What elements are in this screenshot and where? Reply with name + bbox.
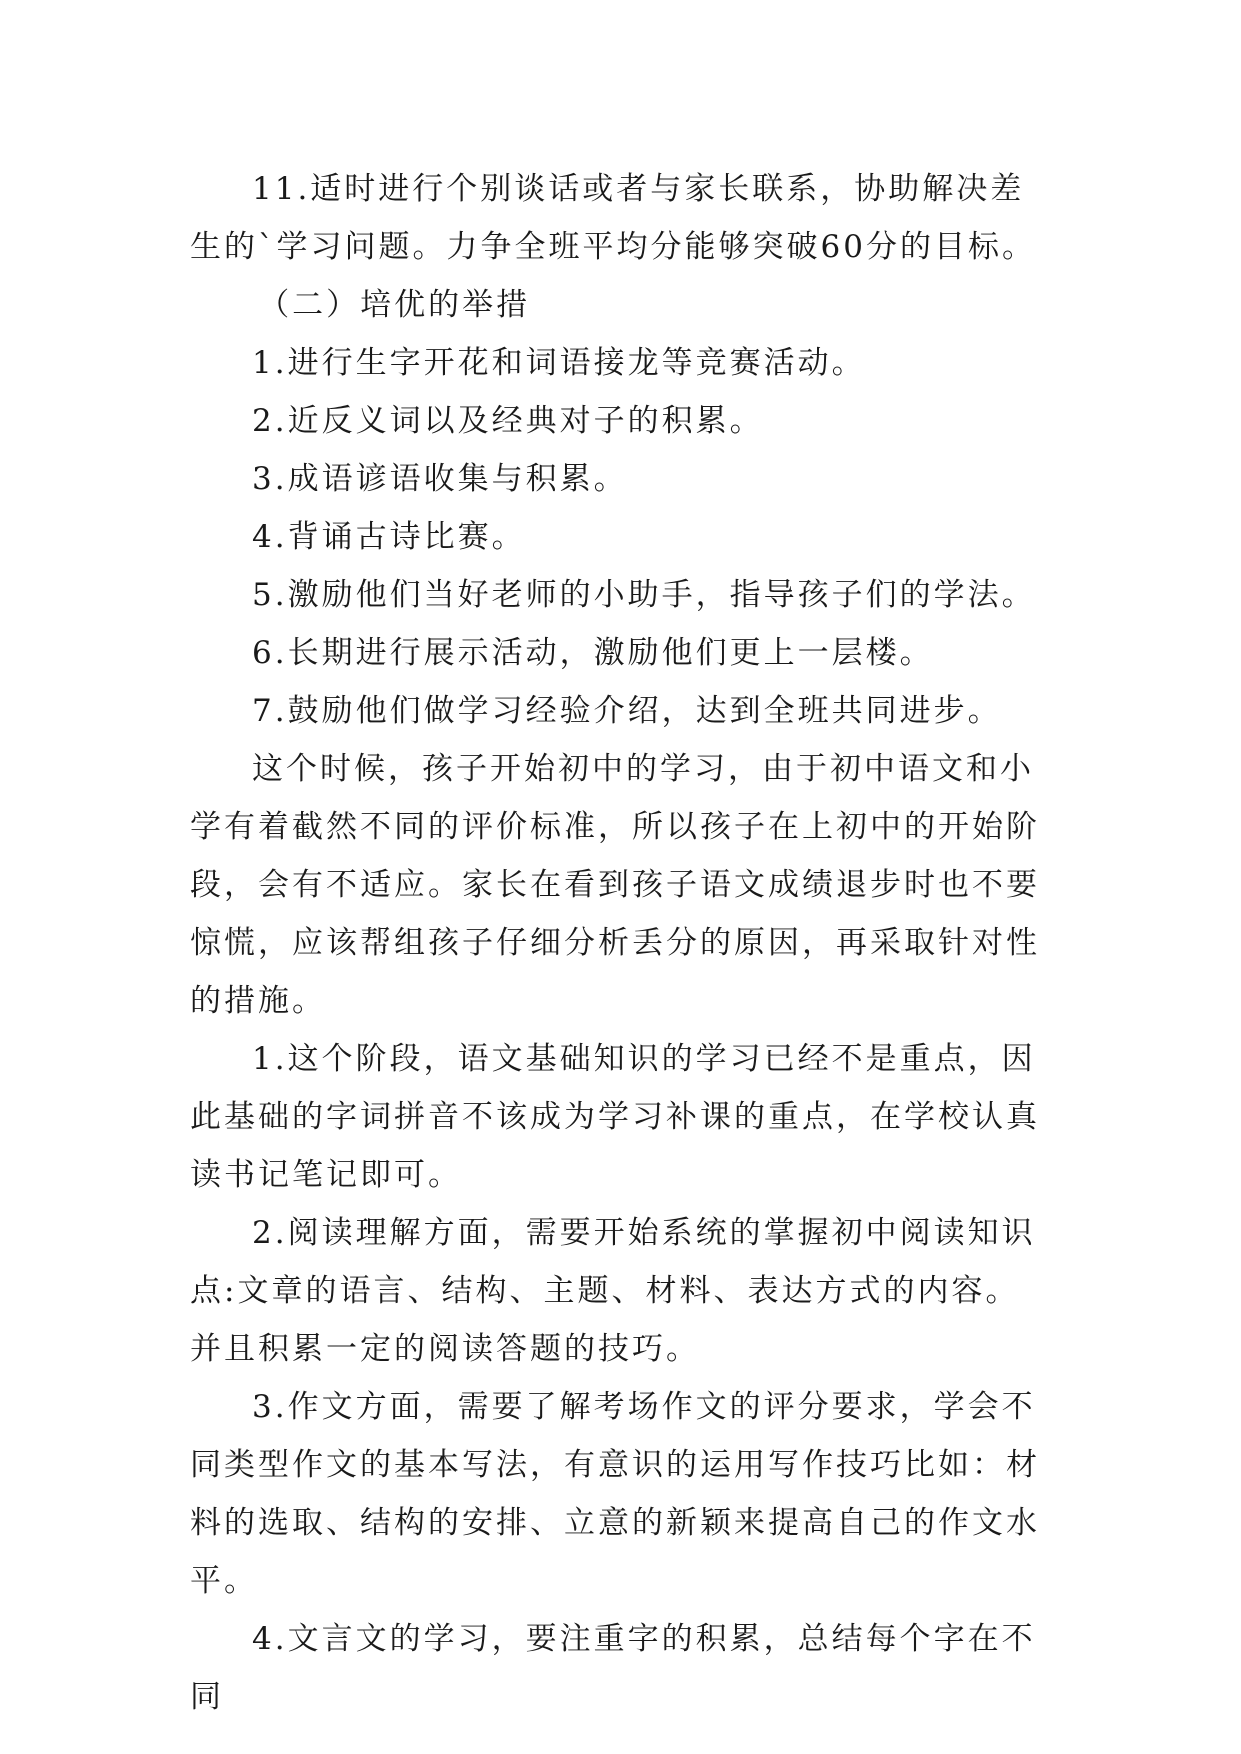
list-item: 6.长期进行展示活动，激励他们更上一层楼。 <box>252 635 934 671</box>
body-paragraph: 2.阅读理解方面，需要开始系统的掌握初中阅读知识点:文章的语言、结构、主题、材料、表达方式的内容。并且积累一定的阅读答题的技巧。 <box>190 1215 1036 1367</box>
list-item: 2.近反义词以及经典对子的积累。 <box>252 403 764 439</box>
paragraph-item-11: 11.适时进行个别谈话或者与家长联系，协助解决差生的`学习问题。力争全班平均分能够突破60分的目标。 <box>190 171 1036 265</box>
body-paragraph: 3.作文方面，需要了解考场作文的评分要求，学会不同类型作文的基本写法，有意识的运用写作技巧比如：材料的选取、结构的安排、立意的新颖来提高自己的作文水平。 <box>190 1389 1040 1599</box>
list-item: 7.鼓励他们做学习经验介绍，达到全班共同进步。 <box>252 693 1002 729</box>
list-item: 4.背诵古诗比赛。 <box>252 519 526 555</box>
body-paragraph: 4.文言文的学习，要注重字的积累，总结每个字在不同 <box>190 1621 1036 1715</box>
section-heading: （二）培优的举措 <box>258 287 531 323</box>
document-body <box>190 160 1050 1726</box>
body-paragraph: 这个时候，孩子开始初中的学习，由于初中语文和小学有着截然不同的评价标准，所以孩子在上初中的开始阶段，会有不适应。家长在看到孩子语文成绩退步时也不要惊慌，应该帮组孩子仔细分析丢分的原因，再采取针对性的措施。 <box>190 751 1040 1019</box>
body-paragraph: 1.这个阶段，语文基础知识的学习已经不是重点，因此基础的字词拼音不该成为学习补课的重点，在学校认真读书记笔记即可。 <box>190 1041 1040 1193</box>
list-item: 3.成语谚语收集与积累。 <box>252 461 628 497</box>
list-item: 5.激励他们当好老师的小助手，指导孩子们的学法。 <box>252 577 1036 613</box>
list-item: 1.进行生字开花和词语接龙等竞赛活动。 <box>252 345 866 381</box>
